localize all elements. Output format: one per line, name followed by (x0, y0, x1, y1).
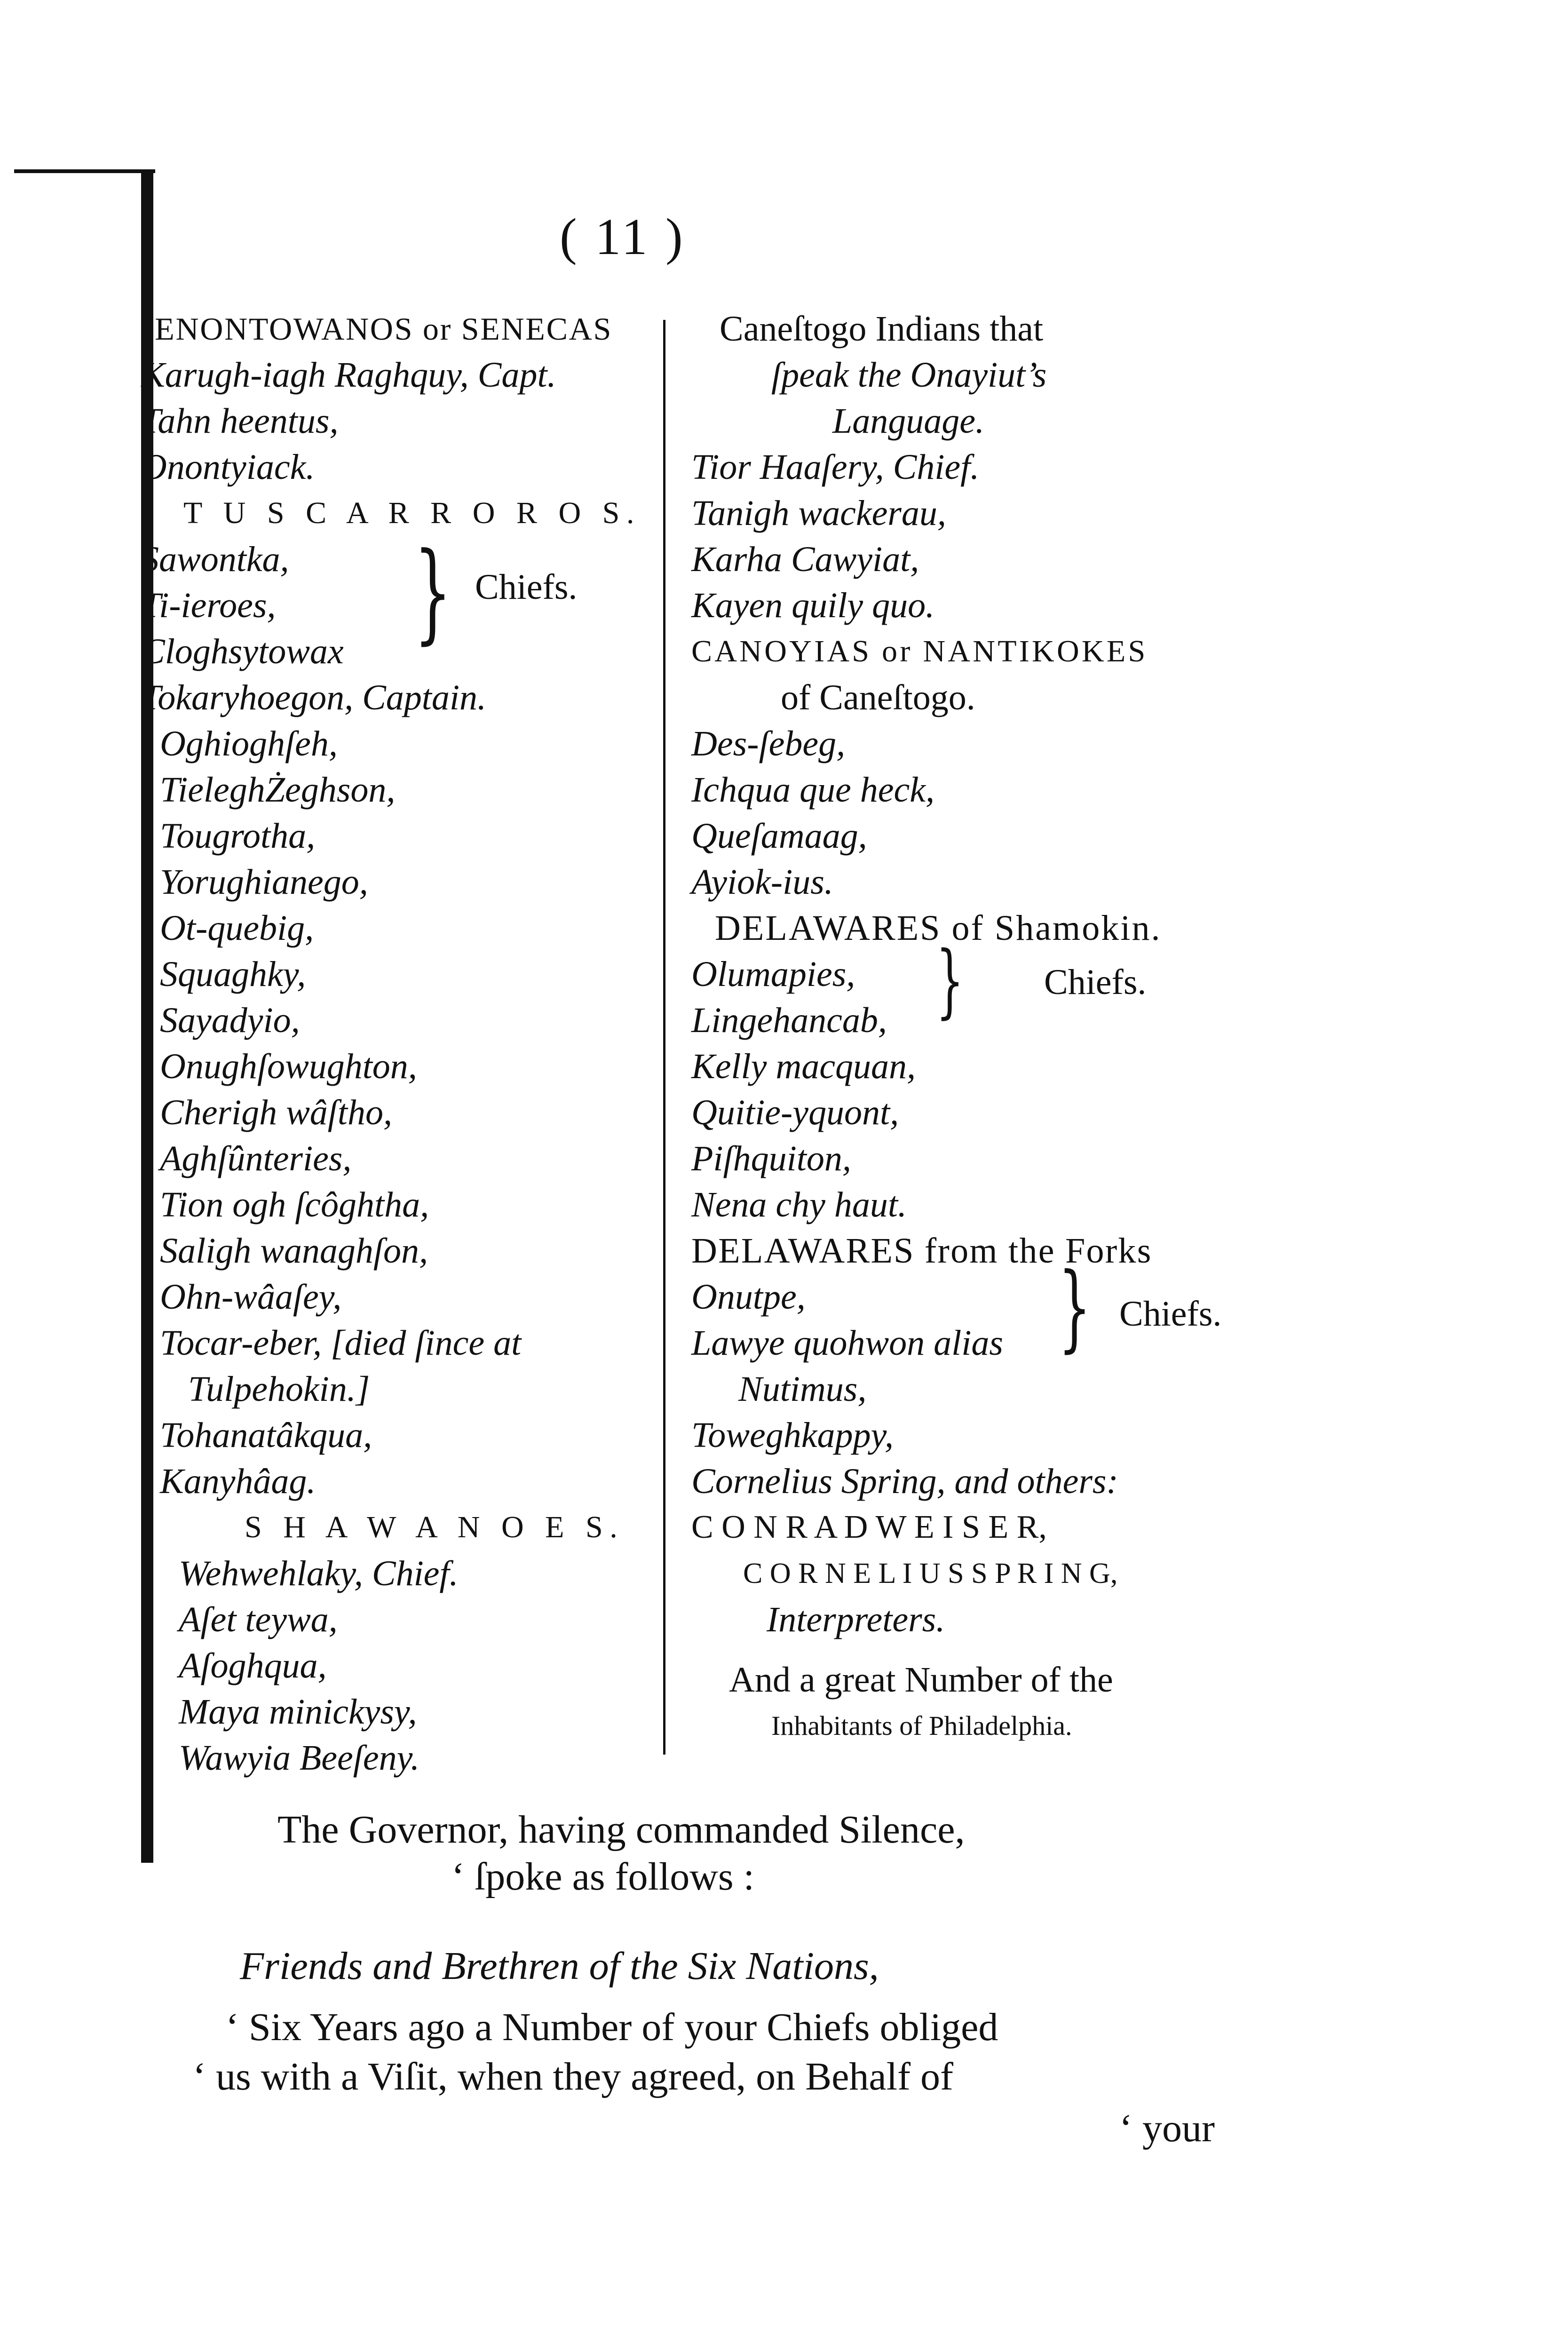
salutation: Friends and Brethren of the Six Nations, (240, 1944, 879, 1988)
brace-icon: } (414, 530, 452, 655)
list-item: Cloghsytowax (141, 632, 344, 671)
list-item: Nutimus, (738, 1369, 867, 1409)
list-item: Tougrotha, (160, 816, 316, 856)
list-item: Tior Haaſery, Chief. (691, 447, 980, 487)
top-margin-rule (14, 169, 155, 173)
list-item: Cherigh wâſtho, (160, 1093, 393, 1132)
list-item: Yorughianego, (160, 862, 368, 902)
closing-line: Inhabitants of Philadelphia. (771, 1710, 1072, 1741)
body-line: ‘ us with a Viſit, when they agreed, on Behalf of (193, 2055, 953, 2098)
chiefs-label: Chiefs. (1044, 962, 1147, 1002)
interpreter-name: C O R N E L I U S S P R I N G, (743, 1557, 1118, 1589)
left-column (141, 306, 658, 1781)
list-item: Tohanatâkqua, (160, 1415, 372, 1455)
intro-line: Caneſtogo Indians that (720, 309, 1044, 349)
chiefs-label: Chiefs. (475, 567, 578, 607)
intro-line: Language. (832, 401, 984, 441)
heading-shawanoes: S H A W A N O E S. (245, 1510, 625, 1544)
interpreters-label: Interpreters. (767, 1600, 945, 1639)
list-item: Lingehancab, (691, 1001, 887, 1040)
body-line: ‘ ſpoke as follows : (451, 1855, 754, 1899)
list-item: Piſhquiton, (691, 1139, 851, 1178)
heading-nanticoke-sub: of Caneſtogo. (781, 678, 975, 717)
chiefs-label: Chiefs. (1119, 1294, 1222, 1334)
list-item: Aſoghqua, (179, 1646, 327, 1685)
brace-icon: } (936, 934, 964, 1027)
list-item: Queſamaag, (691, 816, 867, 856)
list-item: Tanigh wackerau, (691, 493, 946, 533)
list-item: Kayen quily quo. (691, 586, 935, 625)
list-item: Kanyhâag. (160, 1462, 316, 1501)
list-item: Sayadyio, (160, 1001, 300, 1040)
list-item: Toweghkappy, (691, 1415, 894, 1455)
list-item: Ot-quebig, (160, 908, 314, 948)
list-item: Tahn heentus, (141, 401, 339, 441)
list-item: TieleghŻeghson, (160, 770, 396, 810)
heading-nanticoke: CANOYIAS or NANTIKOKES (691, 634, 1148, 668)
heading-tuscarora: T U S C A R R O R O S. (183, 496, 641, 530)
list-item: Tion ogh ſcôghtha, (160, 1185, 429, 1224)
list-item: Aghſûnteries, (160, 1139, 352, 1178)
list-item: Des-ſebeg, (691, 724, 846, 763)
list-item: Tokaryhoegon, Captain. (141, 678, 486, 717)
list-item: Cornelius Spring, and others: (691, 1462, 1118, 1501)
list-item: Maya minickysy, (179, 1692, 417, 1732)
list-item: Ichqua que heck, (691, 770, 934, 810)
list-item: Sawontka, (141, 540, 289, 579)
list-item: Karugh-iagh Raghquy, Capt. (141, 355, 556, 395)
list-item: Kelly macquan, (691, 1047, 916, 1086)
list-item: Wawyia Beeſeny. (179, 1738, 420, 1778)
right-column (691, 306, 1256, 1749)
list-item: Nena chy haut. (691, 1185, 907, 1224)
list-item: Ti-ieroes, (141, 586, 276, 625)
list-item: Tulpehokin.] (188, 1369, 370, 1409)
body-line: ‘ Six Years ago a Number of your Chiefs obliged (226, 2005, 998, 2049)
list-item: Ohn-wâaſey, (160, 1277, 342, 1317)
heading-forks: DELAWARES from the Forks (691, 1231, 1152, 1271)
list-item: Saligh wanaghſon, (160, 1231, 428, 1271)
list-item: Wehwehlaky, Chief. (179, 1554, 459, 1593)
list-item: Onughſowughton, (160, 1047, 417, 1086)
list-item: Oghioghſeh, (160, 724, 338, 763)
closing-line: And a great Number of the (729, 1660, 1113, 1700)
page-number: ( 11 ) (560, 208, 686, 265)
body-line: The Governor, having commanded Silence, (277, 1808, 965, 1851)
list-item: Karha Cawyiat, (691, 540, 919, 579)
list-item: Onontyiack. (141, 447, 315, 487)
list-item: Quitie-yquont, (691, 1093, 899, 1132)
heading-senecas: JENONTOWANOS or SENECAS (141, 311, 613, 347)
list-item: Lawye quohwon alias (691, 1323, 1003, 1363)
list-item: Aſet teywa, (179, 1600, 338, 1639)
brace-icon: } (1058, 1253, 1091, 1362)
intro-line: ſpeak the Onayiut’s (771, 355, 1047, 395)
column-divider (663, 320, 665, 1755)
list-item: Tocar-eber, [died ſince at (160, 1323, 522, 1363)
heading-shamokin: DELAWARES of Shamokin. (715, 908, 1162, 948)
list-item: Olumapies, (691, 954, 855, 994)
list-item: Squaghky, (160, 954, 306, 994)
catchword: ‘ your (1119, 2106, 1215, 2150)
list-item: Ayiok-ius. (691, 862, 833, 902)
interpreter-name: C O N R A D W E I S E R, (691, 1509, 1047, 1545)
list-item: Onutpe, (691, 1277, 806, 1317)
